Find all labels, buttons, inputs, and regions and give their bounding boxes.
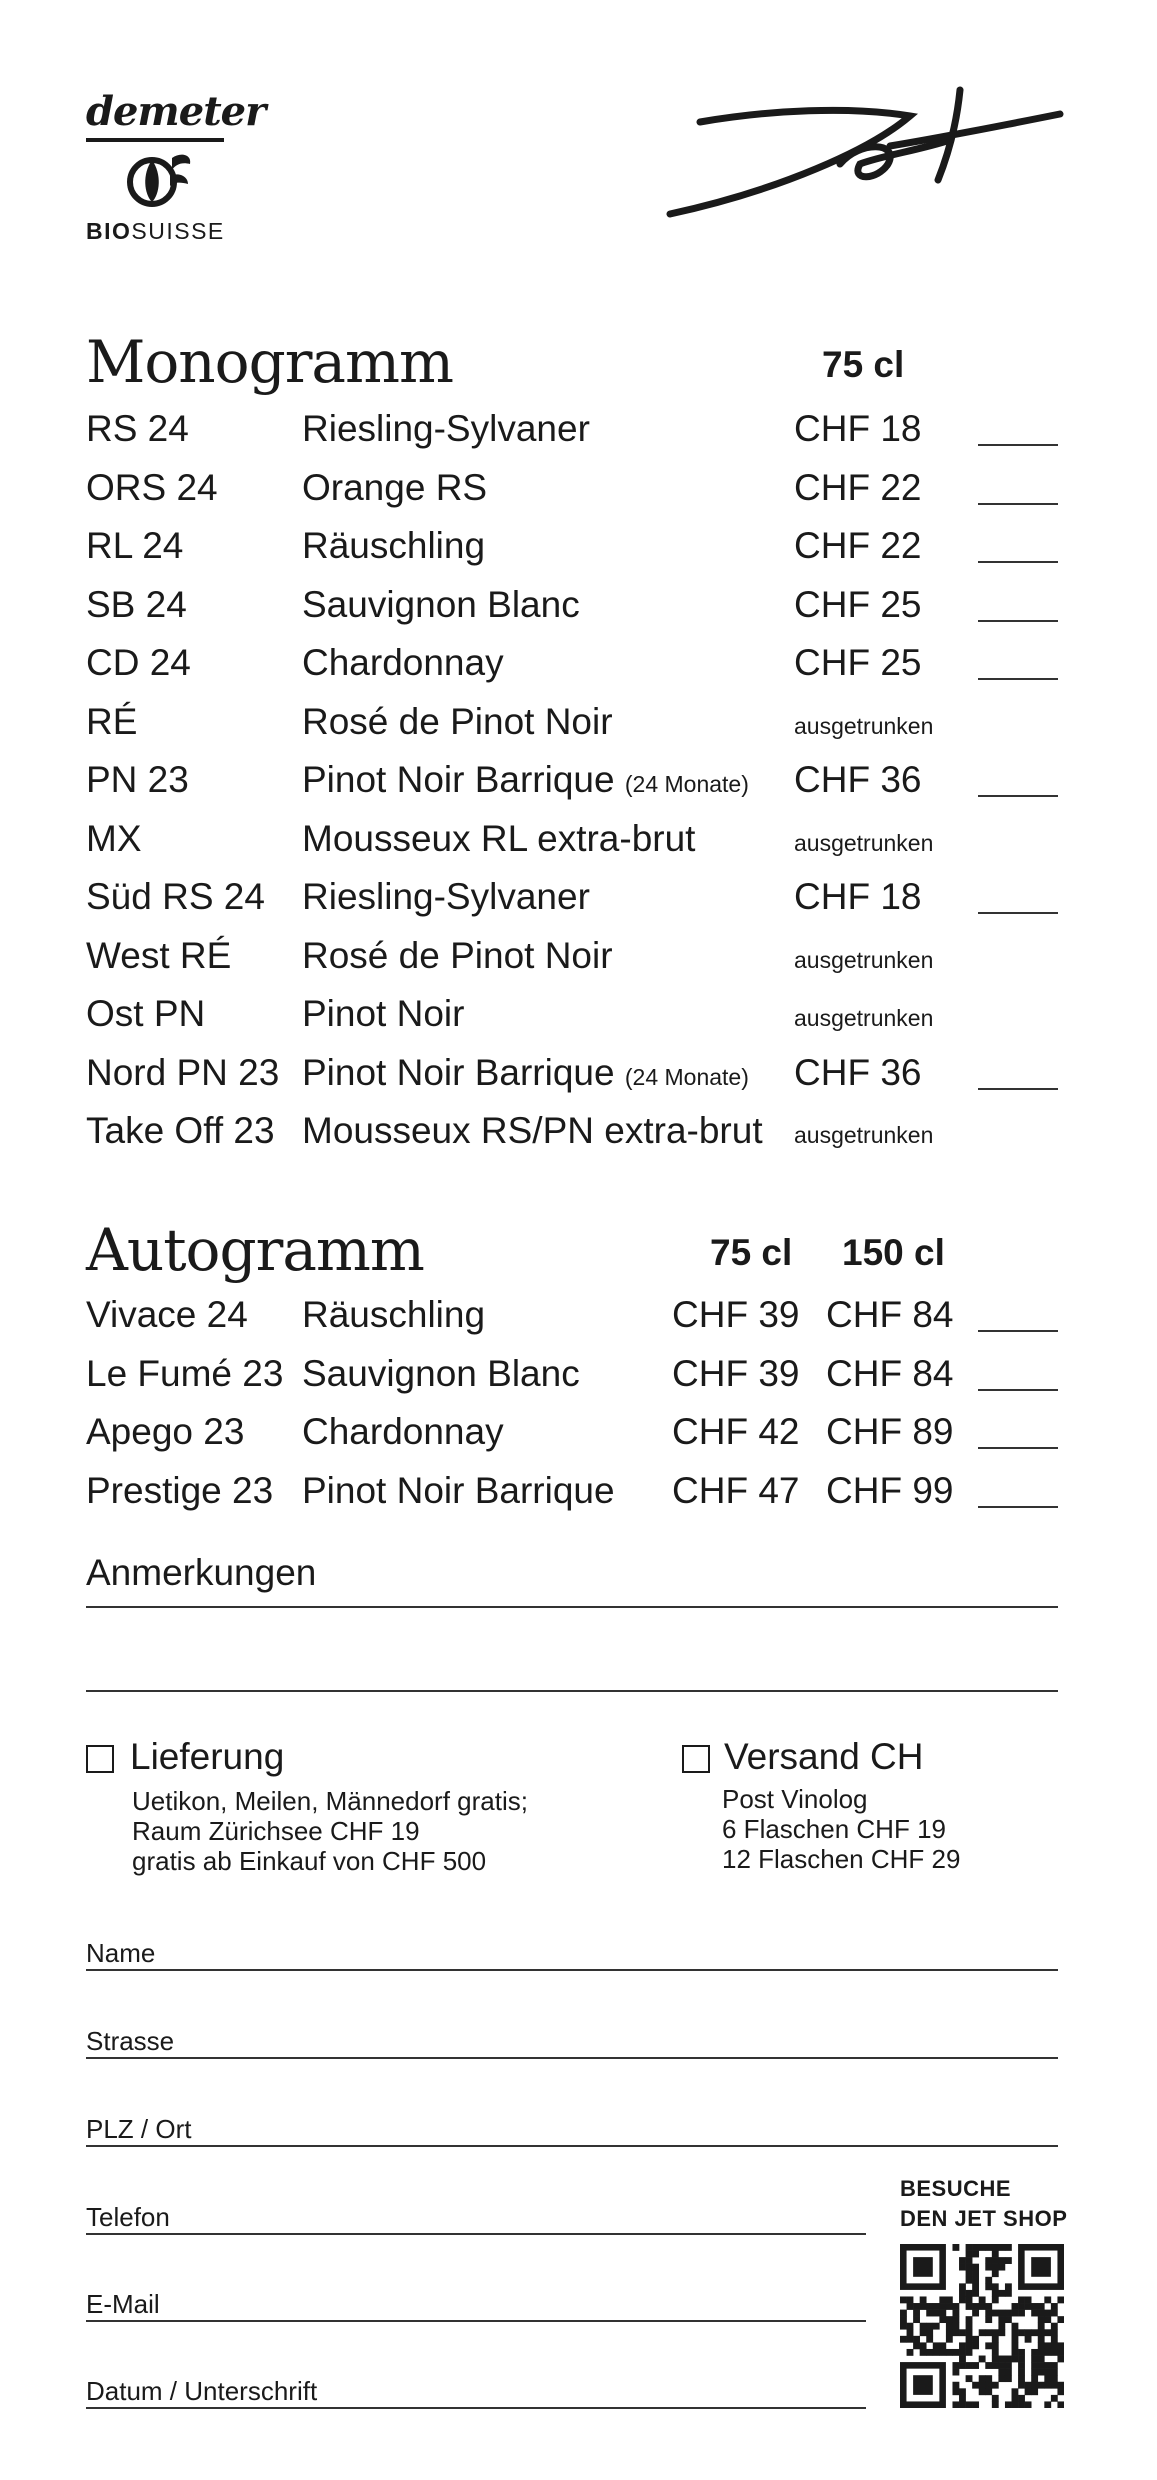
wine-name-text: Riesling-Sylvaner: [302, 408, 590, 449]
wine-code: Vivace 24: [86, 1294, 248, 1335]
plz-label: PLZ / Ort: [86, 2114, 192, 2144]
phone-field[interactable]: [86, 2233, 866, 2235]
street-label: Strasse: [86, 2026, 175, 2056]
wine-price-150cl: CHF 99: [826, 1469, 954, 1511]
sold-out-label: ausgetrunken: [794, 829, 934, 856]
demeter-underline: [86, 138, 224, 142]
order-quantity-blank[interactable]: [978, 912, 1058, 914]
shop-qr-code-icon[interactable]: [900, 2244, 1064, 2408]
remarks-label: Anmerkungen: [86, 1552, 317, 1593]
email-field[interactable]: [86, 2320, 866, 2322]
wine-code: SB 24: [86, 583, 187, 625]
wine-name: [302, 701, 613, 743]
wine-name-text: Rosé de Pinot Noir: [302, 700, 613, 742]
wine-name: [302, 408, 590, 450]
wine-price: CHF 18: [794, 876, 922, 917]
wine-code: RÉ: [86, 700, 138, 742]
monogramm-title: Monogramm: [86, 328, 454, 396]
wine-price: CHF 36: [794, 1051, 922, 1093]
order-quantity-blank[interactable]: [978, 678, 1058, 680]
wine-code: Süd RS 24: [86, 876, 265, 917]
delivery-checkbox[interactable]: [86, 1745, 114, 1773]
wine-price: CHF 22: [794, 466, 922, 508]
shop-label-2: DEN JET SHOP: [900, 2206, 1068, 2231]
wine-code: CD 24: [86, 642, 191, 683]
wine-code: Le Fumé 23: [86, 1352, 284, 1394]
wine-code: Apego 23: [86, 1411, 245, 1452]
wine-price: CHF 25: [794, 642, 922, 683]
wine-name-text: Orange RS: [302, 466, 488, 508]
wine-aging-note: (24 Monate): [624, 771, 749, 797]
wine-price-75cl: CHF 42: [672, 1411, 800, 1452]
wine-price-75cl: CHF 47: [672, 1469, 800, 1511]
wine-name: [302, 1110, 763, 1152]
wine-code: MX: [86, 817, 142, 859]
order-quantity-blank[interactable]: [978, 1088, 1058, 1090]
sold-out-label: ausgetrunken: [794, 1122, 934, 1148]
demeter-logo: demeter: [86, 88, 266, 135]
wine-name: [302, 584, 580, 626]
delivery-line-3: gratis ab Einkauf von CHF 500: [132, 1846, 487, 1876]
wine-name: [302, 993, 464, 1035]
wine-name: Sauvignon Blanc: [302, 1352, 580, 1394]
wine-code: RS 24: [86, 408, 189, 449]
delivery-line-1: Uetikon, Meilen, Männedorf gratis;: [132, 1786, 528, 1816]
wine-price: CHF 25: [794, 583, 922, 625]
wine-name-text: Räuschling: [302, 525, 486, 566]
remarks-line-1[interactable]: [86, 1606, 1058, 1608]
email-label: E-Mail: [86, 2289, 160, 2319]
sold-out-label: ausgetrunken: [794, 712, 934, 739]
wine-price-75cl: CHF 39: [672, 1352, 800, 1394]
order-quantity-blank[interactable]: [978, 795, 1058, 797]
autogramm-col-150cl: 150 cl: [842, 1232, 945, 1273]
order-quantity-blank[interactable]: [978, 503, 1058, 505]
wine-code: ORS 24: [86, 466, 218, 508]
biosuisse-bud-icon: [118, 146, 198, 216]
shipping-line-3: 12 Flaschen CHF 29: [722, 1844, 961, 1874]
wine-name-text: Riesling-Sylvaner: [302, 876, 590, 917]
wine-name: [302, 818, 695, 860]
name-label: Name: [86, 1938, 156, 1968]
wine-name: Pinot Noir Barrique: [302, 1469, 615, 1511]
brand-name: Jet: [660, 80, 662, 81]
wine-code: PN 23: [86, 759, 189, 800]
wine-name: Chardonnay: [302, 1411, 504, 1452]
biosuisse-logo: BIOSUISSE: [86, 218, 225, 244]
wine-name: [302, 467, 487, 509]
jet-signature-logo: [660, 80, 1070, 230]
wine-price-150cl: CHF 89: [826, 1411, 954, 1452]
autogramm-col-75cl: 75 cl: [710, 1232, 793, 1273]
wine-name-text: Chardonnay: [302, 642, 504, 683]
phone-label: Telefon: [86, 2202, 170, 2232]
wine-name-text: Pinot Noir Barrique: [302, 759, 615, 800]
wine-name: [302, 935, 613, 977]
delivery-label: Lieferung: [130, 1736, 285, 1777]
wine-code: RL 24: [86, 525, 184, 566]
wine-name-text: Mousseux RS/PN extra-brut: [302, 1110, 763, 1151]
order-quantity-blank[interactable]: [978, 561, 1058, 563]
wine-code: Prestige 23: [86, 1469, 274, 1511]
wine-name: [302, 876, 590, 918]
wine-name: [302, 759, 749, 801]
wine-name-text: Sauvignon Blanc: [302, 583, 580, 625]
order-quantity-blank[interactable]: [978, 1330, 1058, 1332]
wine-name: [302, 642, 504, 684]
wine-price: CHF 36: [794, 759, 922, 800]
wine-code: Ost PN: [86, 993, 206, 1034]
wine-name-text: Rosé de Pinot Noir: [302, 934, 613, 976]
shipping-line-2: 6 Flaschen CHF 19: [722, 1814, 946, 1844]
shipping-line-1: Post Vinolog: [722, 1784, 868, 1814]
plz-field[interactable]: [86, 2145, 1058, 2147]
name-field[interactable]: [86, 1969, 1058, 1971]
monogramm-col-75cl: 75 cl: [822, 344, 905, 385]
wine-name-text: Pinot Noir Barrique: [302, 1051, 615, 1093]
order-quantity-blank[interactable]: [978, 1389, 1058, 1391]
shipping-checkbox[interactable]: [682, 1745, 710, 1773]
remarks-line-2[interactable]: [86, 1690, 1058, 1692]
sold-out-label: ausgetrunken: [794, 946, 934, 973]
wine-name: [302, 1052, 749, 1094]
wine-price-150cl: CHF 84: [826, 1352, 954, 1394]
wine-price-150cl: CHF 84: [826, 1294, 954, 1335]
sold-out-label: ausgetrunken: [794, 1005, 934, 1031]
wine-code: Nord PN 23: [86, 1051, 280, 1093]
wine-name-text: Mousseux RL extra-brut: [302, 817, 696, 859]
order-quantity-blank[interactable]: [978, 620, 1058, 622]
order-quantity-blank[interactable]: [978, 444, 1058, 446]
shop-label-1: BESUCHE: [900, 2176, 1012, 2201]
wine-code: West RÉ: [86, 934, 232, 976]
date-signature-field[interactable]: [86, 2407, 866, 2409]
street-field[interactable]: [86, 2057, 1058, 2059]
autogramm-title: Autogramm: [86, 1216, 424, 1284]
wine-name-text: Pinot Noir: [302, 993, 465, 1034]
wine-name: Räuschling: [302, 1294, 486, 1335]
shipping-label: Versand CH: [724, 1736, 924, 1777]
wine-price-75cl: CHF 39: [672, 1294, 800, 1335]
wine-name: [302, 525, 485, 567]
order-quantity-blank[interactable]: [978, 1447, 1058, 1449]
wine-aging-note: (24 Monate): [624, 1063, 749, 1090]
order-quantity-blank[interactable]: [978, 1506, 1058, 1508]
wine-code: Take Off 23: [86, 1110, 275, 1151]
delivery-line-2: Raum Zürichsee CHF 19: [132, 1816, 420, 1846]
wine-price: CHF 22: [794, 525, 922, 566]
date-signature-label: Datum / Unterschrift: [86, 2376, 318, 2406]
wine-price: CHF 18: [794, 408, 922, 449]
